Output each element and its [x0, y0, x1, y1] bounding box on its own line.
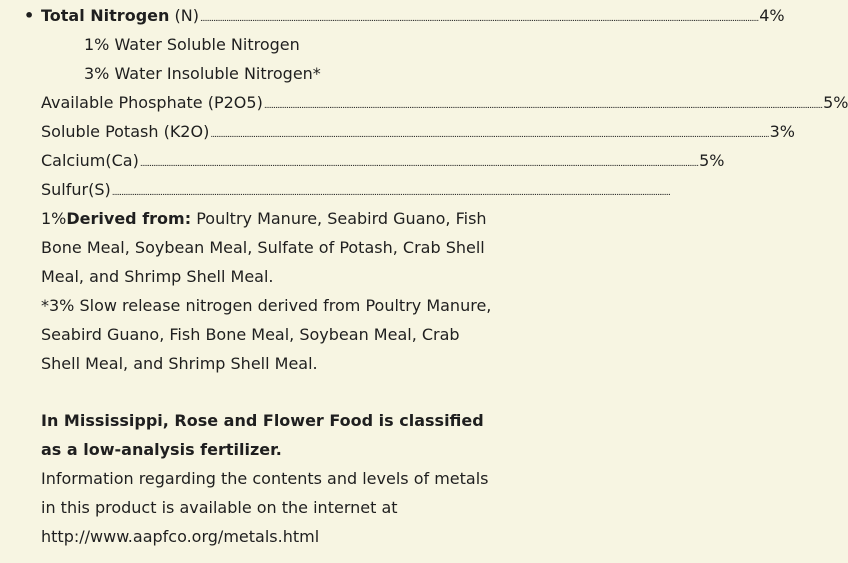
- derived-text: Poultry Manure, Seabird Guano, Fish Bone Meal, Soybean Meal, Sulfate of Potash, Crab Shell Meal, and Shrimp Shell Meal.: [41, 209, 487, 286]
- leader-dots: ............................................................................................................................................................................................................................................................................................................: [210, 130, 769, 140]
- leader-dots: ............................................................................................................................................................................................................................................................................................................: [111, 188, 670, 198]
- nitrogen-sub-item: 3% Water Insoluble Nitrogen*: [84, 64, 321, 83]
- mississippi-notice: In Mississippi, Rose and Flower Food is classified as a low-analysis fertilizer.: [41, 411, 484, 459]
- leader-dots: ............................................................................................................................................................................................................................................................................................................: [263, 101, 823, 111]
- slow-release-note: *3% Slow release nitrogen derived from Poultry Manure, Seabird Guano, Fish Bone Meal, Soybean Meal, Crab Shell Meal, and Shrimp Shell Meal.: [41, 296, 492, 373]
- nitrogen-sub-item: 1% Water Soluble Nitrogen: [84, 35, 300, 54]
- total-nitrogen-row: [0, 1, 785, 30]
- nutrient-value: 5%: [699, 151, 725, 170]
- leader-dots: ............................................................................................................................................................................................................................................................................................................: [139, 159, 699, 169]
- nutrient-label: Total Nitrogen: [41, 6, 170, 25]
- bullet: •: [24, 6, 35, 25]
- nutrient-label: Soluble Potash (K2O): [41, 122, 210, 141]
- calcium-row: [0, 146, 725, 175]
- potash-row: [0, 117, 795, 146]
- derived-heading: Derived from:: [66, 209, 192, 228]
- phosphate-row: [0, 88, 848, 117]
- metals-info: Information regarding the contents and levels of metals in this product is available on the internet at http://www.aapfco.org/metals.html: [41, 469, 489, 546]
- leader-dots: ............................................................................................................................................................................................................................................................................................................: [199, 14, 759, 24]
- derived-from-paragraph: [0, 204, 516, 291]
- spacer: [0, 378, 516, 406]
- nutrient-value: 4%: [759, 6, 785, 25]
- nutrient-symbol: (N): [174, 6, 199, 25]
- nutrient-label: Sulfur(S): [41, 180, 111, 199]
- nutrient-label: Available Phosphate (P2O5): [41, 93, 263, 112]
- derived-prefix: 1%: [41, 209, 67, 228]
- nutrient-value: 5%: [823, 93, 848, 112]
- sulfur-row: [0, 175, 670, 204]
- nutrient-value: 3%: [769, 122, 795, 141]
- nutrient-label: Calcium(Ca): [41, 151, 139, 170]
